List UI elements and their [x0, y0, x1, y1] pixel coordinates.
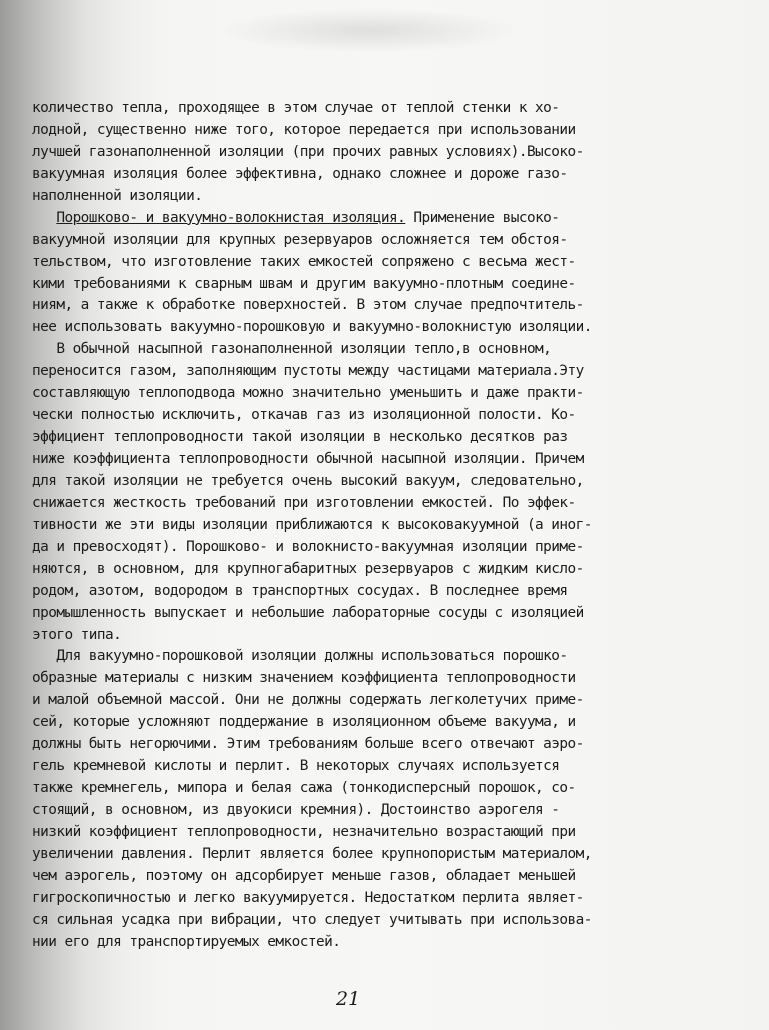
text-line: да и превосходят). Порошково- и волокнисто-вакуумная изоляции приме- — [32, 538, 584, 555]
text-line: низкий коэффициент теплопроводности, незначительно возрастающий при — [32, 823, 576, 840]
text-line: и малой объемной массой. Они не должны содержать легколетучих приме- — [32, 692, 584, 709]
text-line: гель кремневой кислоты и перлит. В некоторых случаях используется — [32, 758, 560, 775]
text-line: составляющую теплоподвода можно значительно уменьшить и даже практи- — [32, 385, 584, 402]
text-line: сей, которые усложняют поддержание в изоляционном объеме вакуума, и — [32, 714, 576, 731]
text-line: лучшей газонаполненной изоляции (при прочих равных условиях).Высоко- — [32, 143, 584, 160]
text-line: лодной, существенно ниже того, которое передается при использовании — [32, 121, 576, 138]
text-line: ниже коэффициента теплопроводности обычной насыпной изоляции. Причем — [32, 451, 584, 467]
text-line: вакуумная изоляция более эффективна, однако сложнее и дороже газо- — [32, 165, 568, 182]
heading-indent — [32, 210, 56, 226]
text-line: В обычной насыпной газонаполненной изоляции тепло,в основном, — [32, 341, 552, 358]
text-line: промышленность выпускает и небольшие лабораторные сосуды с изоляцией — [32, 604, 584, 621]
text-line: стоящий, в основном, из двуокиси кремния). Достоинство аэрогеля - — [32, 802, 560, 818]
text-line: нее использовать вакуумно-порошковую и вакуумно-волокнистую изоляции. — [32, 319, 592, 336]
text-line: должны быть негорючими. Этим требованиям больше всего отвечают аэро- — [32, 736, 584, 753]
text-line: ся сильная усадка при вибрации, что следует учитывать при использова- — [32, 911, 592, 928]
text-line: этого типа. — [32, 626, 122, 643]
text-line: чем аэрогель, поэтому он адсорбирует меньше газов, обладает меньшей — [32, 867, 576, 884]
body-text — [32, 98, 672, 954]
text-line: переносится газом, заполняющим пустоты между частицами материала.Эту — [32, 363, 584, 380]
text-line: тивности же эти виды изоляции приближаются к высоковакуумной (а иног- — [32, 516, 592, 533]
text-line: снижается жесткость требований при изготовлении емкостей. По эффек- — [32, 494, 576, 511]
scan-smudge — [220, 8, 520, 53]
text-line: кими требованиями к сварным швам и другим вакуумно-плотным соедине- — [32, 275, 576, 292]
text-line: вакуумной изоляции для крупных резервуаров осложняется тем обстоя- — [32, 231, 568, 248]
text-line: няются, в основном, для крупногабаритных резервуаров с жидким кисло- — [32, 560, 584, 577]
page-number: 21 — [336, 988, 361, 1010]
text-line: родом, азотом, водородом в транспортных сосудах. В последнее время — [32, 582, 568, 599]
text-line: количество тепла, проходящее в этом случае от теплой стенки к хо- — [32, 100, 560, 116]
text-line: для такой изоляции не требуется очень высокий вакуум, следовательно, — [32, 472, 584, 489]
section-heading-line — [32, 208, 672, 230]
section-heading: Порошково- и вакуумно-волокнистая изоляция. — [56, 209, 406, 226]
text-line: гигроскопичностью и легко вакуумируется. Недостатком перлита являет- — [32, 889, 584, 906]
text-line: образные материалы с низким значением коэффициента теплопроводности — [32, 670, 576, 687]
text-line: ниям, а также к обработке поверхностей. В этом случае предпочтитель- — [32, 297, 584, 314]
text-line: также кремнегель, мипора и белая сажа (тонкодисперсный порошок, со- — [32, 780, 576, 797]
text-line: эффициент теплопроводности такой изоляции в несколько десятков раз — [32, 429, 568, 446]
text-line: наполненной изоляции. — [32, 187, 203, 204]
text-line: чески полностью исключить, откачав газ из изоляционной полости. Ко- — [32, 407, 576, 424]
text-line: тельством, что изготовление таких емкостей сопряжено с весьма жест- — [32, 253, 576, 270]
text-line: Для вакуумно-порошковой изоляции должны использоваться порошко- — [32, 648, 568, 665]
heading-rest: Применение высоко- — [405, 209, 560, 226]
text-line: увеличении давления. Перлит является более крупнопористым материалом, — [32, 845, 592, 862]
text-line: нии его для транспортируемых емкостей. — [32, 933, 341, 950]
